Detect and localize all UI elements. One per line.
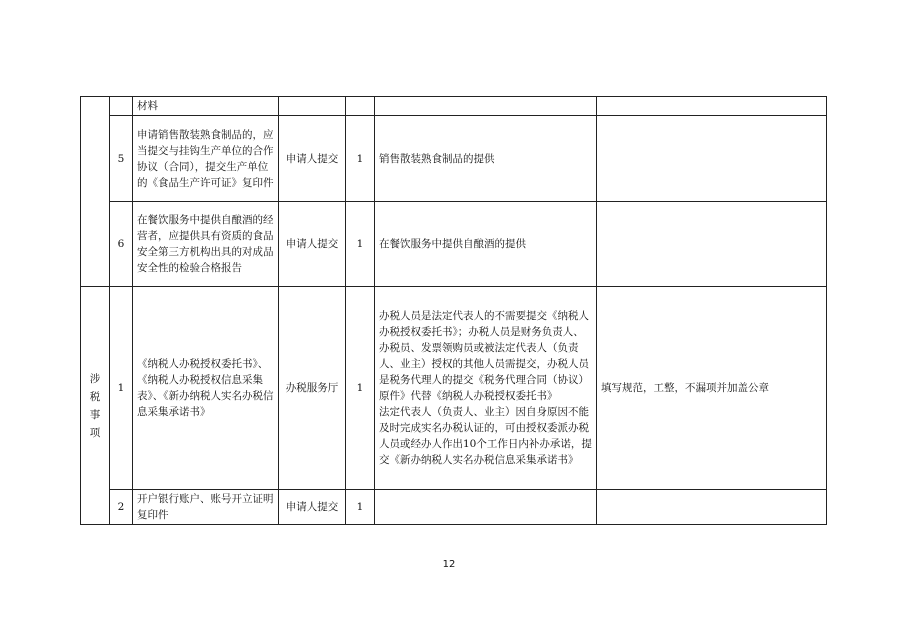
row-number: 5: [110, 116, 133, 202]
material-cell: 材料: [133, 97, 279, 116]
table-row: [81, 202, 827, 287]
copies-cell: 1: [346, 202, 375, 287]
row-number: 1: [110, 287, 133, 490]
row-number: [110, 97, 133, 116]
requirement-cell: [597, 202, 827, 287]
copies-cell: 1: [346, 490, 375, 525]
page-number: 12: [442, 559, 456, 570]
table-row: [81, 287, 827, 490]
category-cell-blank: [81, 97, 110, 287]
copies-cell: 1: [346, 116, 375, 202]
row-number: 2: [110, 490, 133, 525]
category-tax-matters: 涉 税 事 项: [81, 287, 110, 525]
copies-cell: [346, 97, 375, 116]
material-cell: 申请销售散装熟食制品的，应当提交与挂钩生产单位的合作协议（合同），提交生产单位的《食品生产许可证》复印件: [133, 116, 279, 202]
copies-cell: 1: [346, 287, 375, 490]
method-cell: 申请人提交: [279, 202, 346, 287]
condition-cell: 在餐饮服务中提供自酿酒的提供: [375, 202, 597, 287]
method-cell: 办税服务厅: [279, 287, 346, 490]
material-cell: 《纳税人办税授权委托书》、《纳税人办税授权信息采集表》、《新办纳税人实名办税信息采集承诺书》: [133, 287, 279, 490]
condition-cell: 办税人员是法定代表人的不需要提交《纳税人办税授权委托书》；办税人员是财务负责人、办税员、发票领购员或被法定代表人（负责人、业主）授权的其他人员需提交，办税人员是税务代理人的提交《税务代理合同（协议）原件》代替《纳税人办税授权委托书》 法定代表人（负责人、业主）因自身原因不能及时完成实名办税认证的，可由授权委派办税人员或经办人作出10个工作日内补办承诺，提交《新办纳税人实名办税信息采集承诺书》: [375, 287, 597, 490]
condition-cell: 销售散装熟食制品的提供: [375, 116, 597, 202]
requirement-cell: 填写规范，工整，不漏项并加盖公章: [597, 287, 827, 490]
method-cell: 申请人提交: [279, 490, 346, 525]
table-row: [81, 116, 827, 202]
method-cell: [279, 97, 346, 116]
material-cell: 开户银行账户、账号开立证明复印件: [133, 490, 279, 525]
material-cell: 在餐饮服务中提供自酿酒的经营者，应提供具有资质的食品安全第三方机构出具的对成品安全性的检验合格报告: [133, 202, 279, 287]
condition-cell: [375, 97, 597, 116]
requirement-cell: [597, 490, 827, 525]
table-row: [81, 97, 827, 116]
requirement-cell: [597, 97, 827, 116]
row-number: 6: [110, 202, 133, 287]
materials-table: [80, 96, 827, 525]
method-cell: 申请人提交: [279, 116, 346, 202]
table-row: [81, 490, 827, 525]
requirement-cell: [597, 116, 827, 202]
condition-cell: [375, 490, 597, 525]
